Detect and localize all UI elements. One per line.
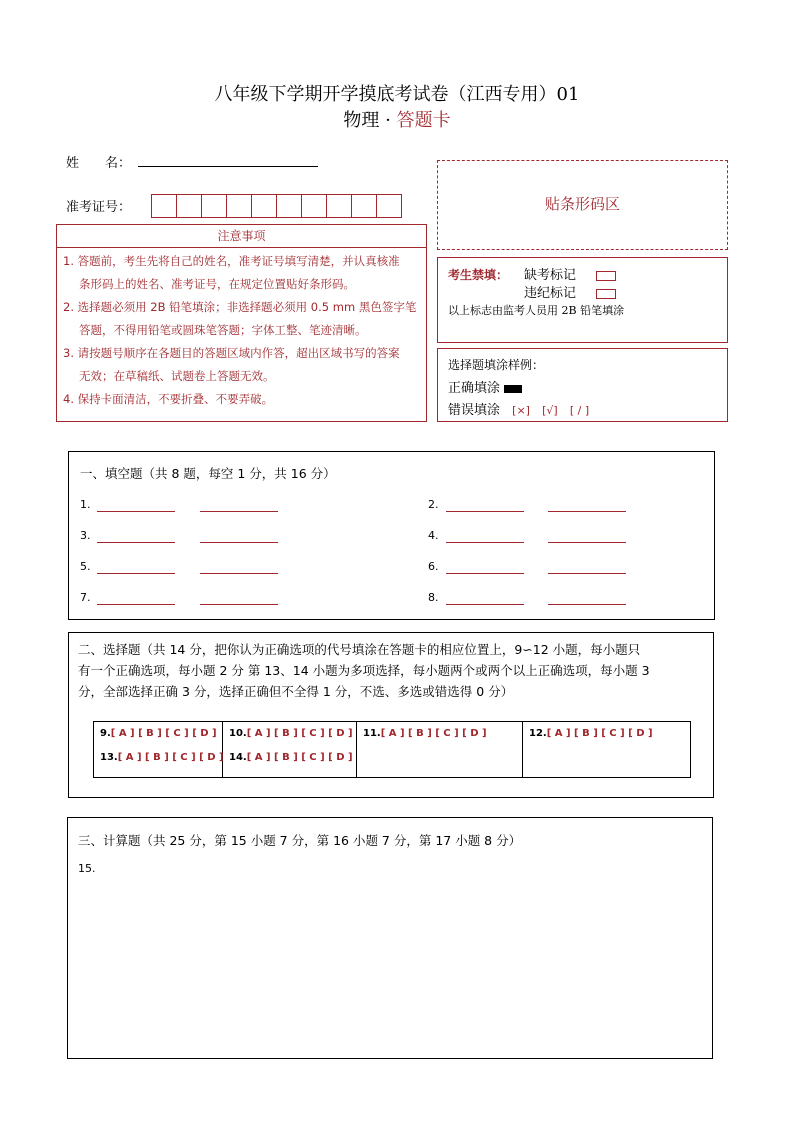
wrong-mark-slash: [ / ]: [569, 404, 590, 417]
correct-row: [448, 377, 522, 396]
section1-title: 一、填空题（共 8 题，每空 1 分，共 16 分）: [80, 466, 336, 481]
calc-answer-area[interactable]: [78, 880, 702, 1048]
note-item-cont: 答题，不得用铅笔或圆珠笔答题；字体工整、笔迹清晰。: [79, 323, 367, 337]
page-subtitle: [0, 106, 794, 132]
choice-q13[interactable]: 13.[ A ] [ B ] [ C ] [ D ]: [100, 752, 224, 763]
id-cell[interactable]: [226, 194, 252, 218]
id-cell[interactable]: [201, 194, 227, 218]
name-field[interactable]: [138, 166, 318, 167]
fill-q8: 8.: [428, 591, 439, 604]
choice-q14[interactable]: 14.[ A ] [ B ] [ C ] [ D ]: [229, 752, 353, 763]
violation-mark[interactable]: [596, 289, 616, 299]
notes-list: [57, 248, 426, 411]
blank-input[interactable]: [548, 541, 626, 543]
blank-input[interactable]: [97, 510, 175, 512]
blank-input[interactable]: [548, 572, 626, 574]
section2-title-line: 分，全部选择正确 3 分，选择正确但不全得 1 分，不选、多选或错选得 0 分）: [78, 684, 514, 699]
sample-box: [437, 348, 728, 422]
section2-title: [78, 639, 650, 702]
note-item-cont: 条形码上的姓名、准考证号，在规定位置贴好条形码。: [79, 277, 355, 291]
note-item-cont: 无效；在草稿纸、试题卷上答题无效。: [79, 369, 275, 383]
fill-q5: 5.: [80, 560, 91, 573]
page-title: 八年级下学期开学摸底考试卷（江西专用）01: [214, 84, 580, 105]
blank-input[interactable]: [548, 603, 626, 605]
id-cell[interactable]: [276, 194, 302, 218]
blank-input[interactable]: [548, 510, 626, 512]
blank-input[interactable]: [200, 541, 278, 543]
blank-input[interactable]: [200, 510, 278, 512]
choice-q12[interactable]: 12.[ A ] [ B ] [ C ] [ D ]: [529, 728, 653, 739]
exam-id-cells[interactable]: [151, 194, 401, 218]
exam-id-label: 准考证号：: [66, 200, 132, 215]
id-cell[interactable]: [176, 194, 202, 218]
fill-q6: 6.: [428, 560, 439, 573]
id-cell[interactable]: [326, 194, 352, 218]
fill-q4: 4.: [428, 529, 439, 542]
sample-title: 选择题填涂样例：: [448, 358, 545, 372]
id-cell[interactable]: [376, 194, 402, 218]
calc-q15-label: 15.: [78, 862, 96, 875]
absent-label: 缺考标记: [524, 268, 577, 283]
blank-input[interactable]: [97, 572, 175, 574]
blank-input[interactable]: [200, 603, 278, 605]
answer-card-label: 答题卡: [396, 110, 451, 131]
note-item: 2. 选择题必须用 2B 铅笔填涂；非选择题必须用 0.5 mm 黑色签字笔: [63, 300, 417, 314]
wrong-row: [448, 399, 589, 418]
subtitle-dot: ·: [385, 110, 391, 131]
subject-label: 物理: [343, 110, 380, 131]
choice-grid: [93, 721, 691, 778]
choice-q9[interactable]: 9.[ A ] [ B ] [ C ] [ D ]: [100, 728, 217, 739]
wrong-mark-check: [√]: [542, 404, 558, 417]
notes-box: [56, 224, 427, 422]
barcode-area: [437, 160, 728, 250]
note-item: 1. 答题前，考生先将自己的姓名，准考证号填写清楚，并认真核准: [63, 254, 400, 268]
id-cell[interactable]: [151, 194, 177, 218]
section3-title: 三、计算题（共 25 分，第 15 小题 7 分，第 16 小题 7 分，第 17 小题 8 分）: [78, 833, 522, 848]
note-item: 3. 请按题号顺序在各题目的答题区域内作答，超出区域书写的答案: [63, 346, 400, 360]
blank-input[interactable]: [97, 541, 175, 543]
note-item: 4. 保持卡面清洁，不要折叠、不要弄破。: [63, 392, 274, 406]
fill-q2: 2.: [428, 498, 439, 511]
wrong-mark-x: [×]: [512, 404, 530, 417]
id-cell[interactable]: [301, 194, 327, 218]
id-cell[interactable]: [251, 194, 277, 218]
blank-input[interactable]: [446, 603, 524, 605]
wrong-label: 错误填涂: [448, 403, 501, 418]
fill-q7: 7.: [80, 591, 91, 604]
notes-title: 注意事项: [57, 225, 426, 248]
violation-row: [524, 282, 616, 301]
section-calculation: [67, 817, 713, 1059]
section2-title-line: 有一个正确选项，每小题 2 分 第 13、14 小题为多项选择，每小题两个或两个以上正确选项，每小题 3: [78, 663, 650, 678]
blank-input[interactable]: [446, 510, 524, 512]
choice-q11[interactable]: 11.[ A ] [ B ] [ C ] [ D ]: [363, 728, 487, 739]
fill-q1: 1.: [80, 498, 91, 511]
forbid-box: [437, 257, 728, 343]
forbid-label: 考生禁填：: [448, 268, 509, 282]
forbid-note: 以上标志由监考人员用 2B 铅笔填涂: [448, 304, 625, 317]
grid-divider: [522, 722, 523, 777]
violation-label: 违纪标记: [524, 286, 577, 301]
grid-divider: [356, 722, 357, 777]
section-choice: [68, 632, 714, 798]
blank-input[interactable]: [200, 572, 278, 574]
blank-input[interactable]: [446, 541, 524, 543]
id-cell[interactable]: [351, 194, 377, 218]
blank-input[interactable]: [97, 603, 175, 605]
section2-title-line: 二、选择题（共 14 分，把你认为正确选项的代号填涂在答题卡的相应位置上，9∽12 小题，每小题只: [78, 642, 641, 657]
barcode-label: 贴条形码区: [544, 195, 620, 213]
name-label: 姓 名：: [66, 156, 132, 171]
filled-mark: [504, 385, 522, 393]
grid-divider: [222, 722, 223, 777]
correct-label: 正确填涂: [448, 381, 501, 396]
blank-input[interactable]: [446, 572, 524, 574]
fill-q3: 3.: [80, 529, 91, 542]
choice-q10[interactable]: 10.[ A ] [ B ] [ C ] [ D ]: [229, 728, 353, 739]
absent-row: [524, 264, 616, 283]
absent-mark[interactable]: [596, 271, 616, 281]
section-fill-blank: [68, 451, 715, 620]
